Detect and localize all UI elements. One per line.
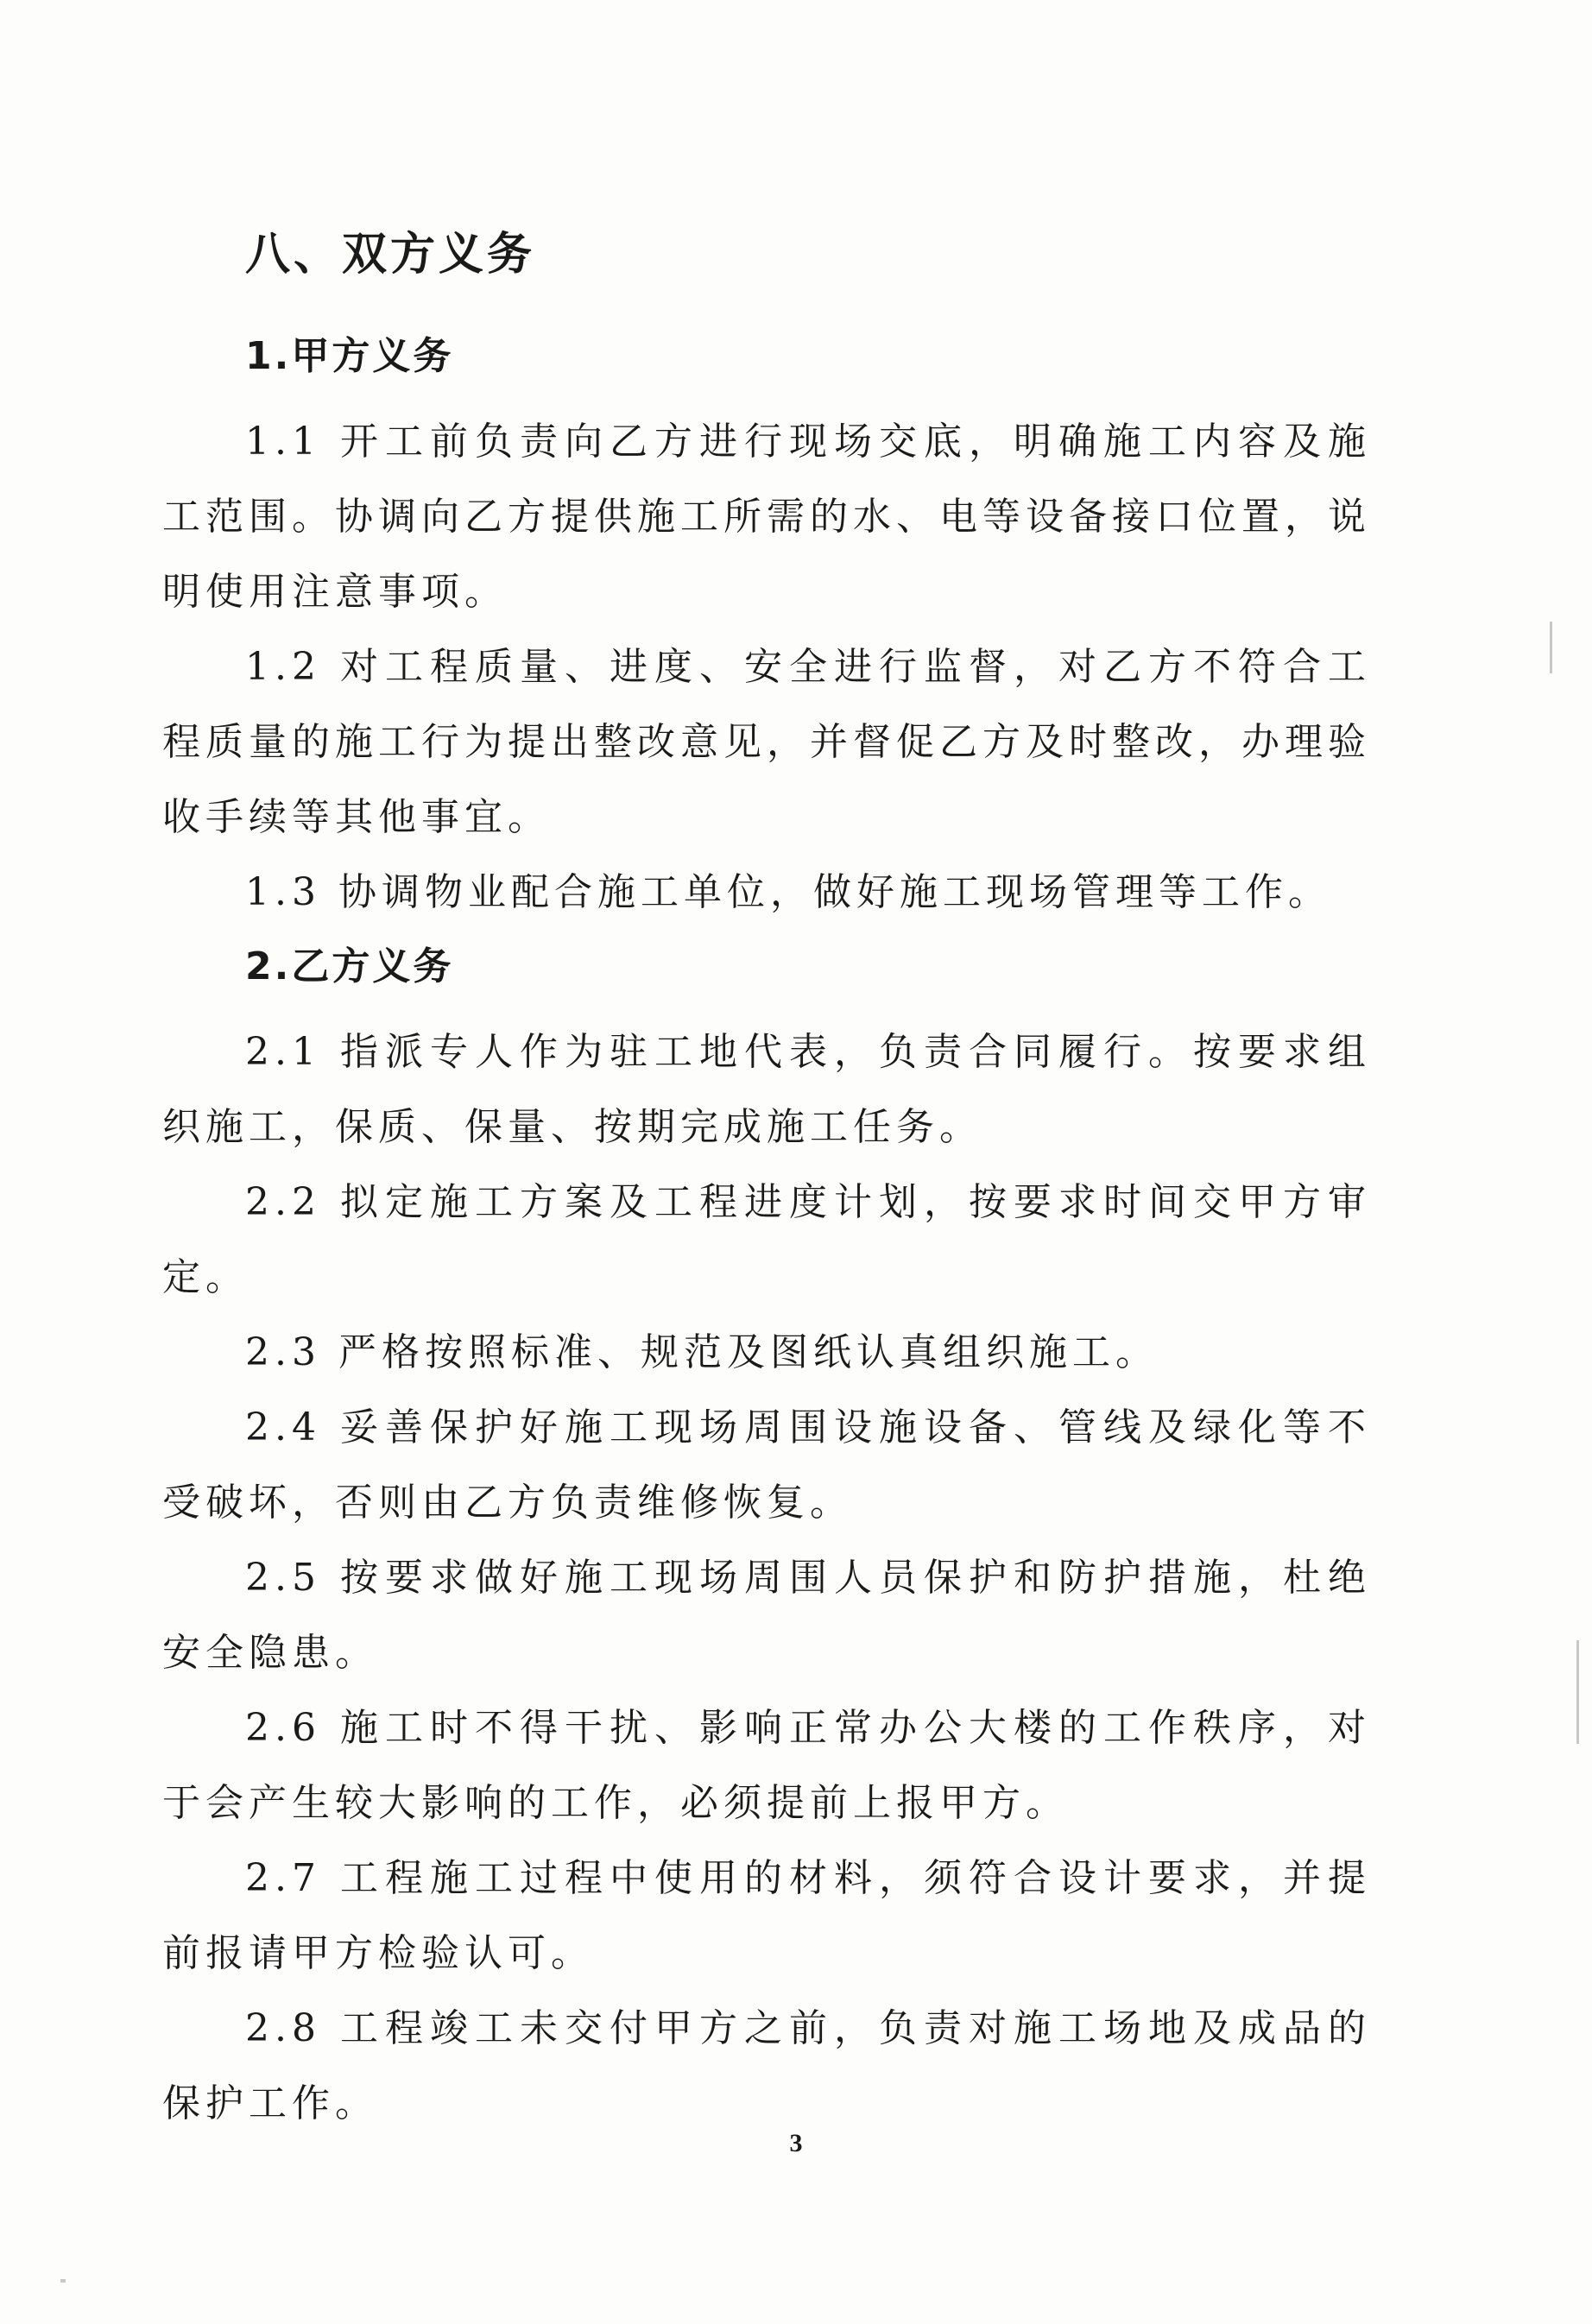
party-b-heading: 2.乙方义务 — [245, 944, 454, 988]
party-b-item-2-3: 2.3 严格按照标准、规范及图纸认真组织施工。 — [245, 1330, 1159, 1374]
party-a-item-1-2: 1.2 对工程质量、进度、安全进行监督，对乙方不符合工程质量的施工行为提出整改意见，并督促乙方及时整改，办理验收手续等其他事宜。 — [162, 645, 1371, 839]
scan-speck — [1576, 1640, 1579, 1744]
page-number: 3 — [789, 2129, 803, 2157]
document-body — [162, 223, 1371, 2141]
party-b-item-2-6: 2.6 施工时不得干扰、影响正常办公大楼的工作秩序，对于会产生较大影响的工作，必须提前上报甲方。 — [162, 1706, 1371, 1825]
party-a-item-1-1: 1.1 开工前负责向乙方进行现场交底，明确施工内容及施工范围。协调向乙方提供施工所需的水、电等设备接口位置，说明使用注意事项。 — [162, 420, 1371, 614]
party-b-item-2-4: 2.4 妥善保护好施工现场周围设施设备、管线及绿化等不受破坏，否则由乙方负责维修恢复。 — [162, 1405, 1371, 1525]
scan-speck — [60, 2279, 66, 2283]
party-a-heading: 1.甲方义务 — [245, 334, 454, 378]
party-b-item-2-1: 2.1 指派专人作为驻工地代表，负责合同履行。按要求组织施工，保质、保量、按期完成施工任务。 — [162, 1030, 1371, 1149]
scan-speck — [1550, 622, 1552, 673]
party-b-item-2-5: 2.5 按要求做好施工现场周围人员保护和防护措施，杜绝安全隐患。 — [162, 1556, 1371, 1675]
party-b-item-2-8: 2.8 工程竣工未交付甲方之前，负责对施工场地及成品的保护工作。 — [162, 2006, 1371, 2125]
party-b-item-2-7: 2.7 工程施工过程中使用的材料，须符合设计要求，并提前报请甲方检验认可。 — [162, 1856, 1371, 1975]
party-a-item-1-3: 1.3 协调物业配合施工单位，做好施工现场管理等工作。 — [245, 870, 1331, 914]
party-b-item-2-2: 2.2 拟定施工方案及工程进度计划，按要求时间交甲方审定。 — [162, 1180, 1371, 1299]
section-title: 八、双方义务 — [245, 229, 536, 281]
